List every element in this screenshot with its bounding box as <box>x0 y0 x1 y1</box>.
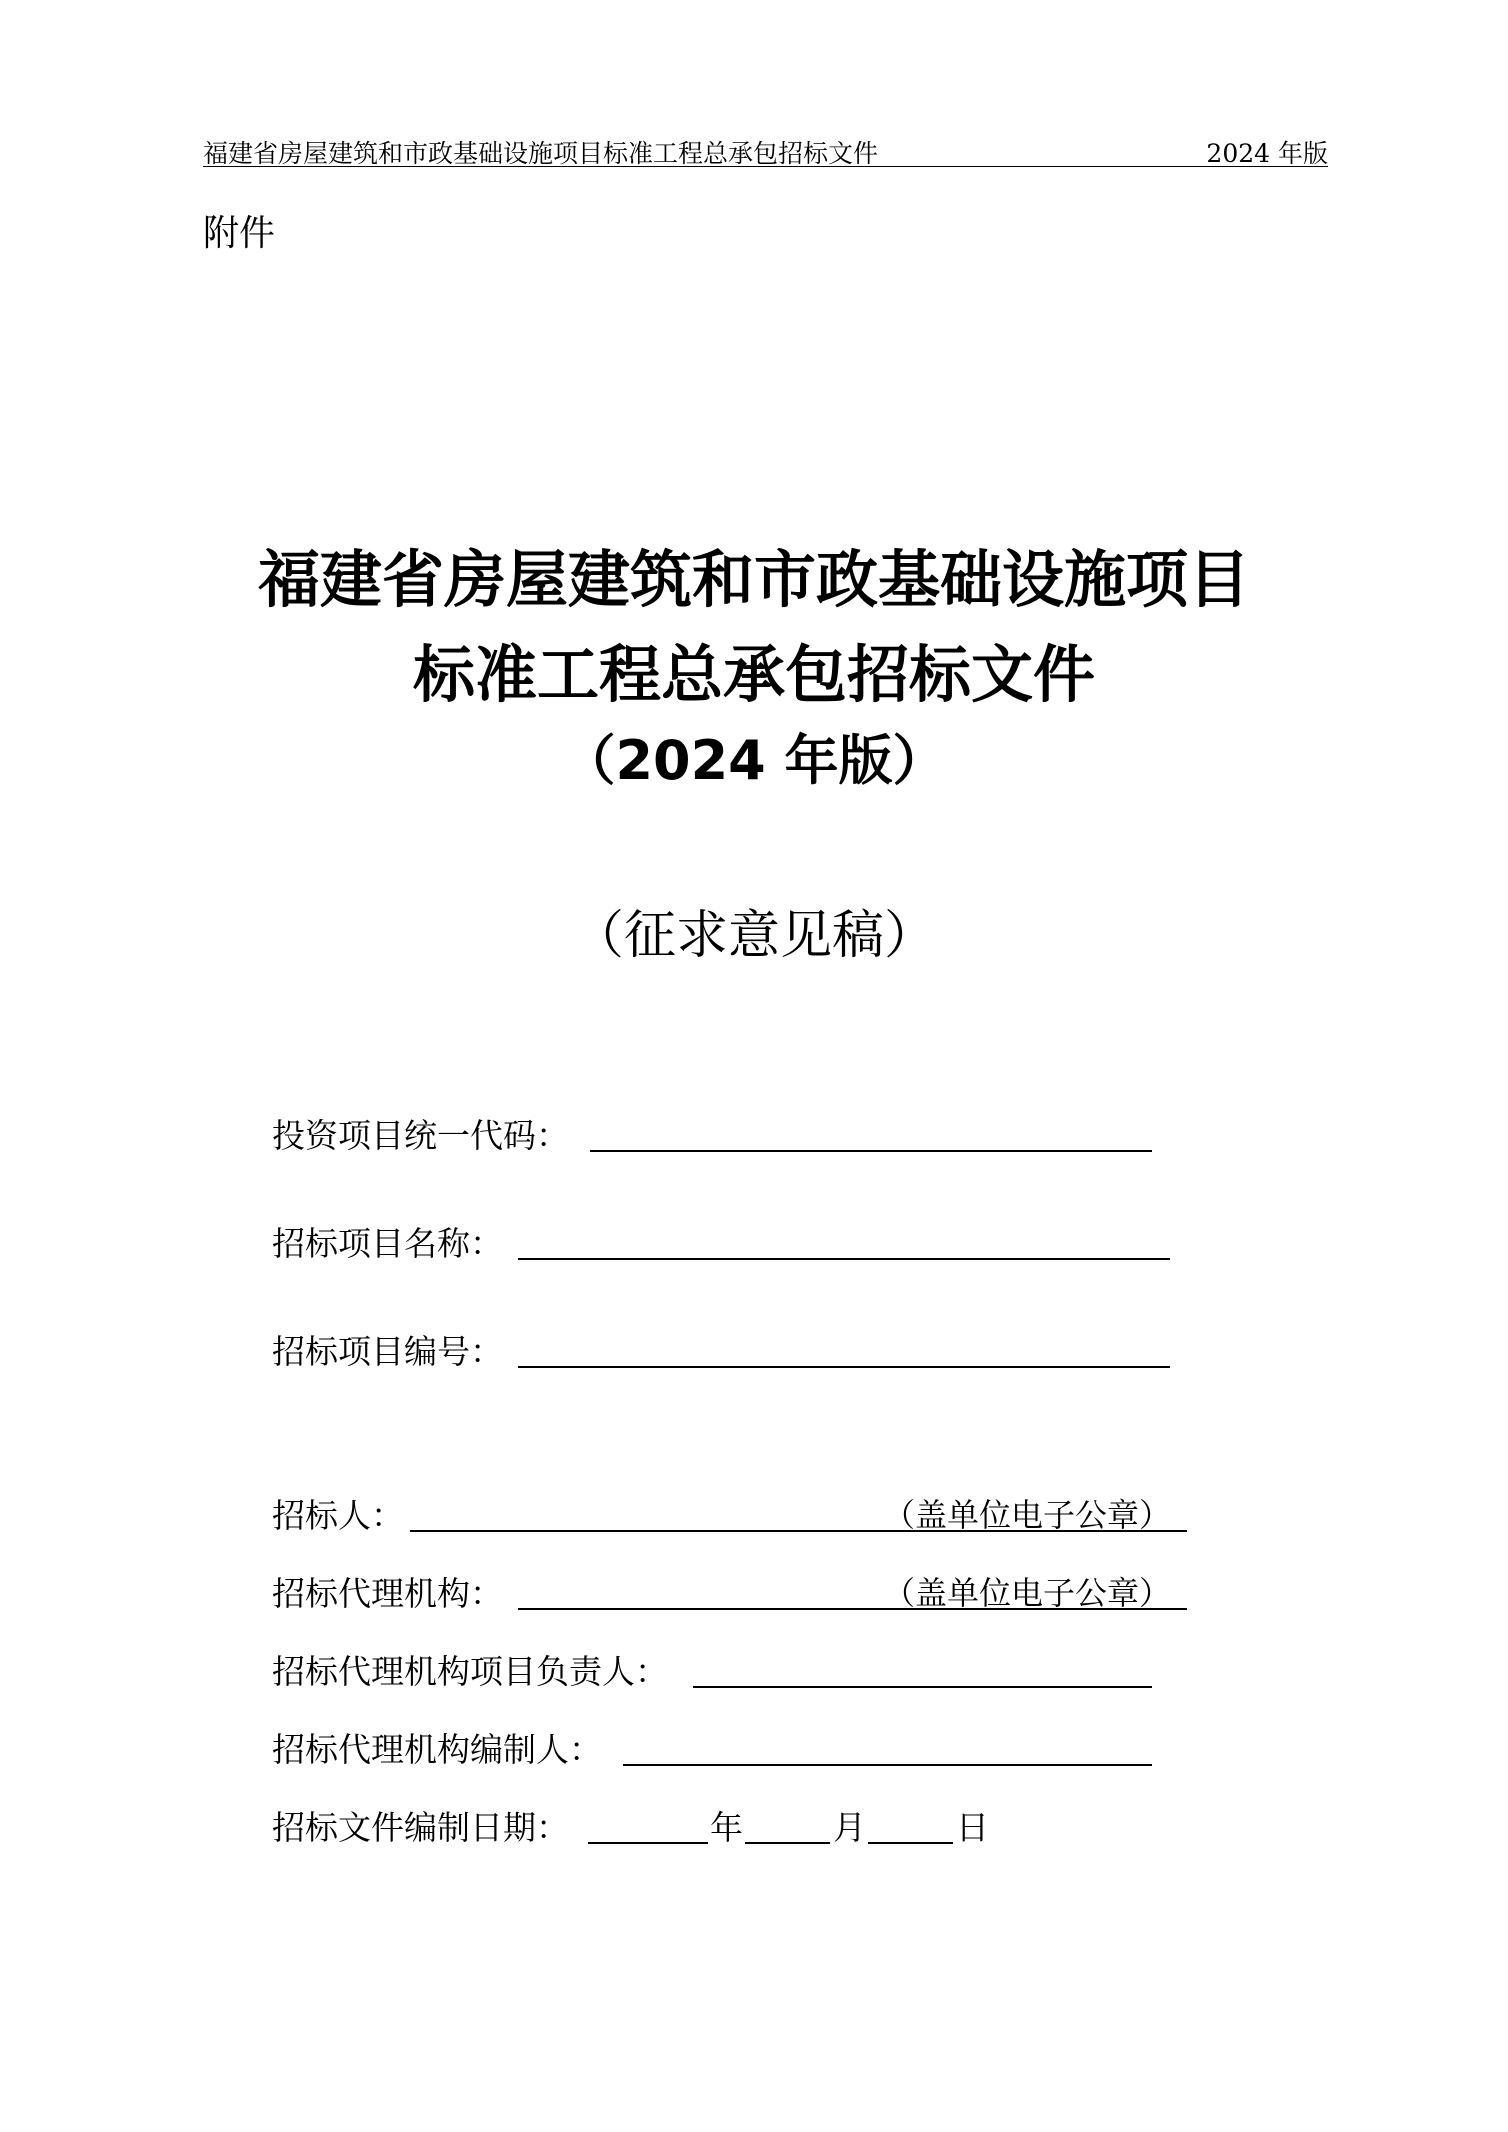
date-month-unit: 月 <box>833 1808 866 1847</box>
project-number-blank[interactable] <box>518 1366 1170 1368</box>
document-title-edition: （2024 年版） <box>561 729 947 792</box>
tenderer-blank[interactable] <box>410 1530 1187 1532</box>
agency-manager-label: 招标代理机构项目负责人： <box>272 1652 668 1691</box>
tenderer-label: 招标人： <box>272 1496 404 1535</box>
agency-label: 招标代理机构： <box>272 1574 503 1613</box>
agency-blank[interactable] <box>518 1608 1187 1610</box>
agency-compiler-label: 招标代理机构编制人： <box>272 1730 602 1769</box>
agency-seal-note: （盖单位电子公章） <box>883 1574 1172 1612</box>
attachment-label: 附件 <box>203 213 276 254</box>
date-year-unit: 年 <box>710 1808 743 1847</box>
running-header-title: 福建省房屋建筑和市政基础设施项目标准工程总承包招标文件 <box>203 139 879 168</box>
investment-code-label: 投资项目统一代码： <box>272 1116 569 1155</box>
document-title-line-2: 标准工程总承包招标文件 <box>412 638 1095 711</box>
date-day-unit: 日 <box>956 1808 989 1847</box>
header-divider <box>203 166 1328 167</box>
compile-date-label: 招标文件编制日期： <box>272 1808 569 1847</box>
project-name-label: 招标项目名称： <box>272 1224 503 1263</box>
agency-manager-blank[interactable] <box>693 1686 1152 1688</box>
project-name-blank[interactable] <box>518 1258 1170 1260</box>
date-day-blank[interactable] <box>868 1842 953 1844</box>
document-title-line-1: 福建省房屋建筑和市政基础设施项目 <box>257 543 1250 616</box>
investment-code-blank[interactable] <box>590 1150 1152 1152</box>
project-number-label: 招标项目编号： <box>272 1332 503 1371</box>
agency-compiler-blank[interactable] <box>623 1764 1152 1766</box>
date-month-blank[interactable] <box>745 1842 830 1844</box>
draft-label: （征求意见稿） <box>571 906 936 966</box>
running-header-edition: 2024 年版 <box>1206 139 1328 168</box>
tenderer-seal-note: （盖单位电子公章） <box>883 1496 1172 1534</box>
date-year-blank[interactable] <box>588 1842 708 1844</box>
